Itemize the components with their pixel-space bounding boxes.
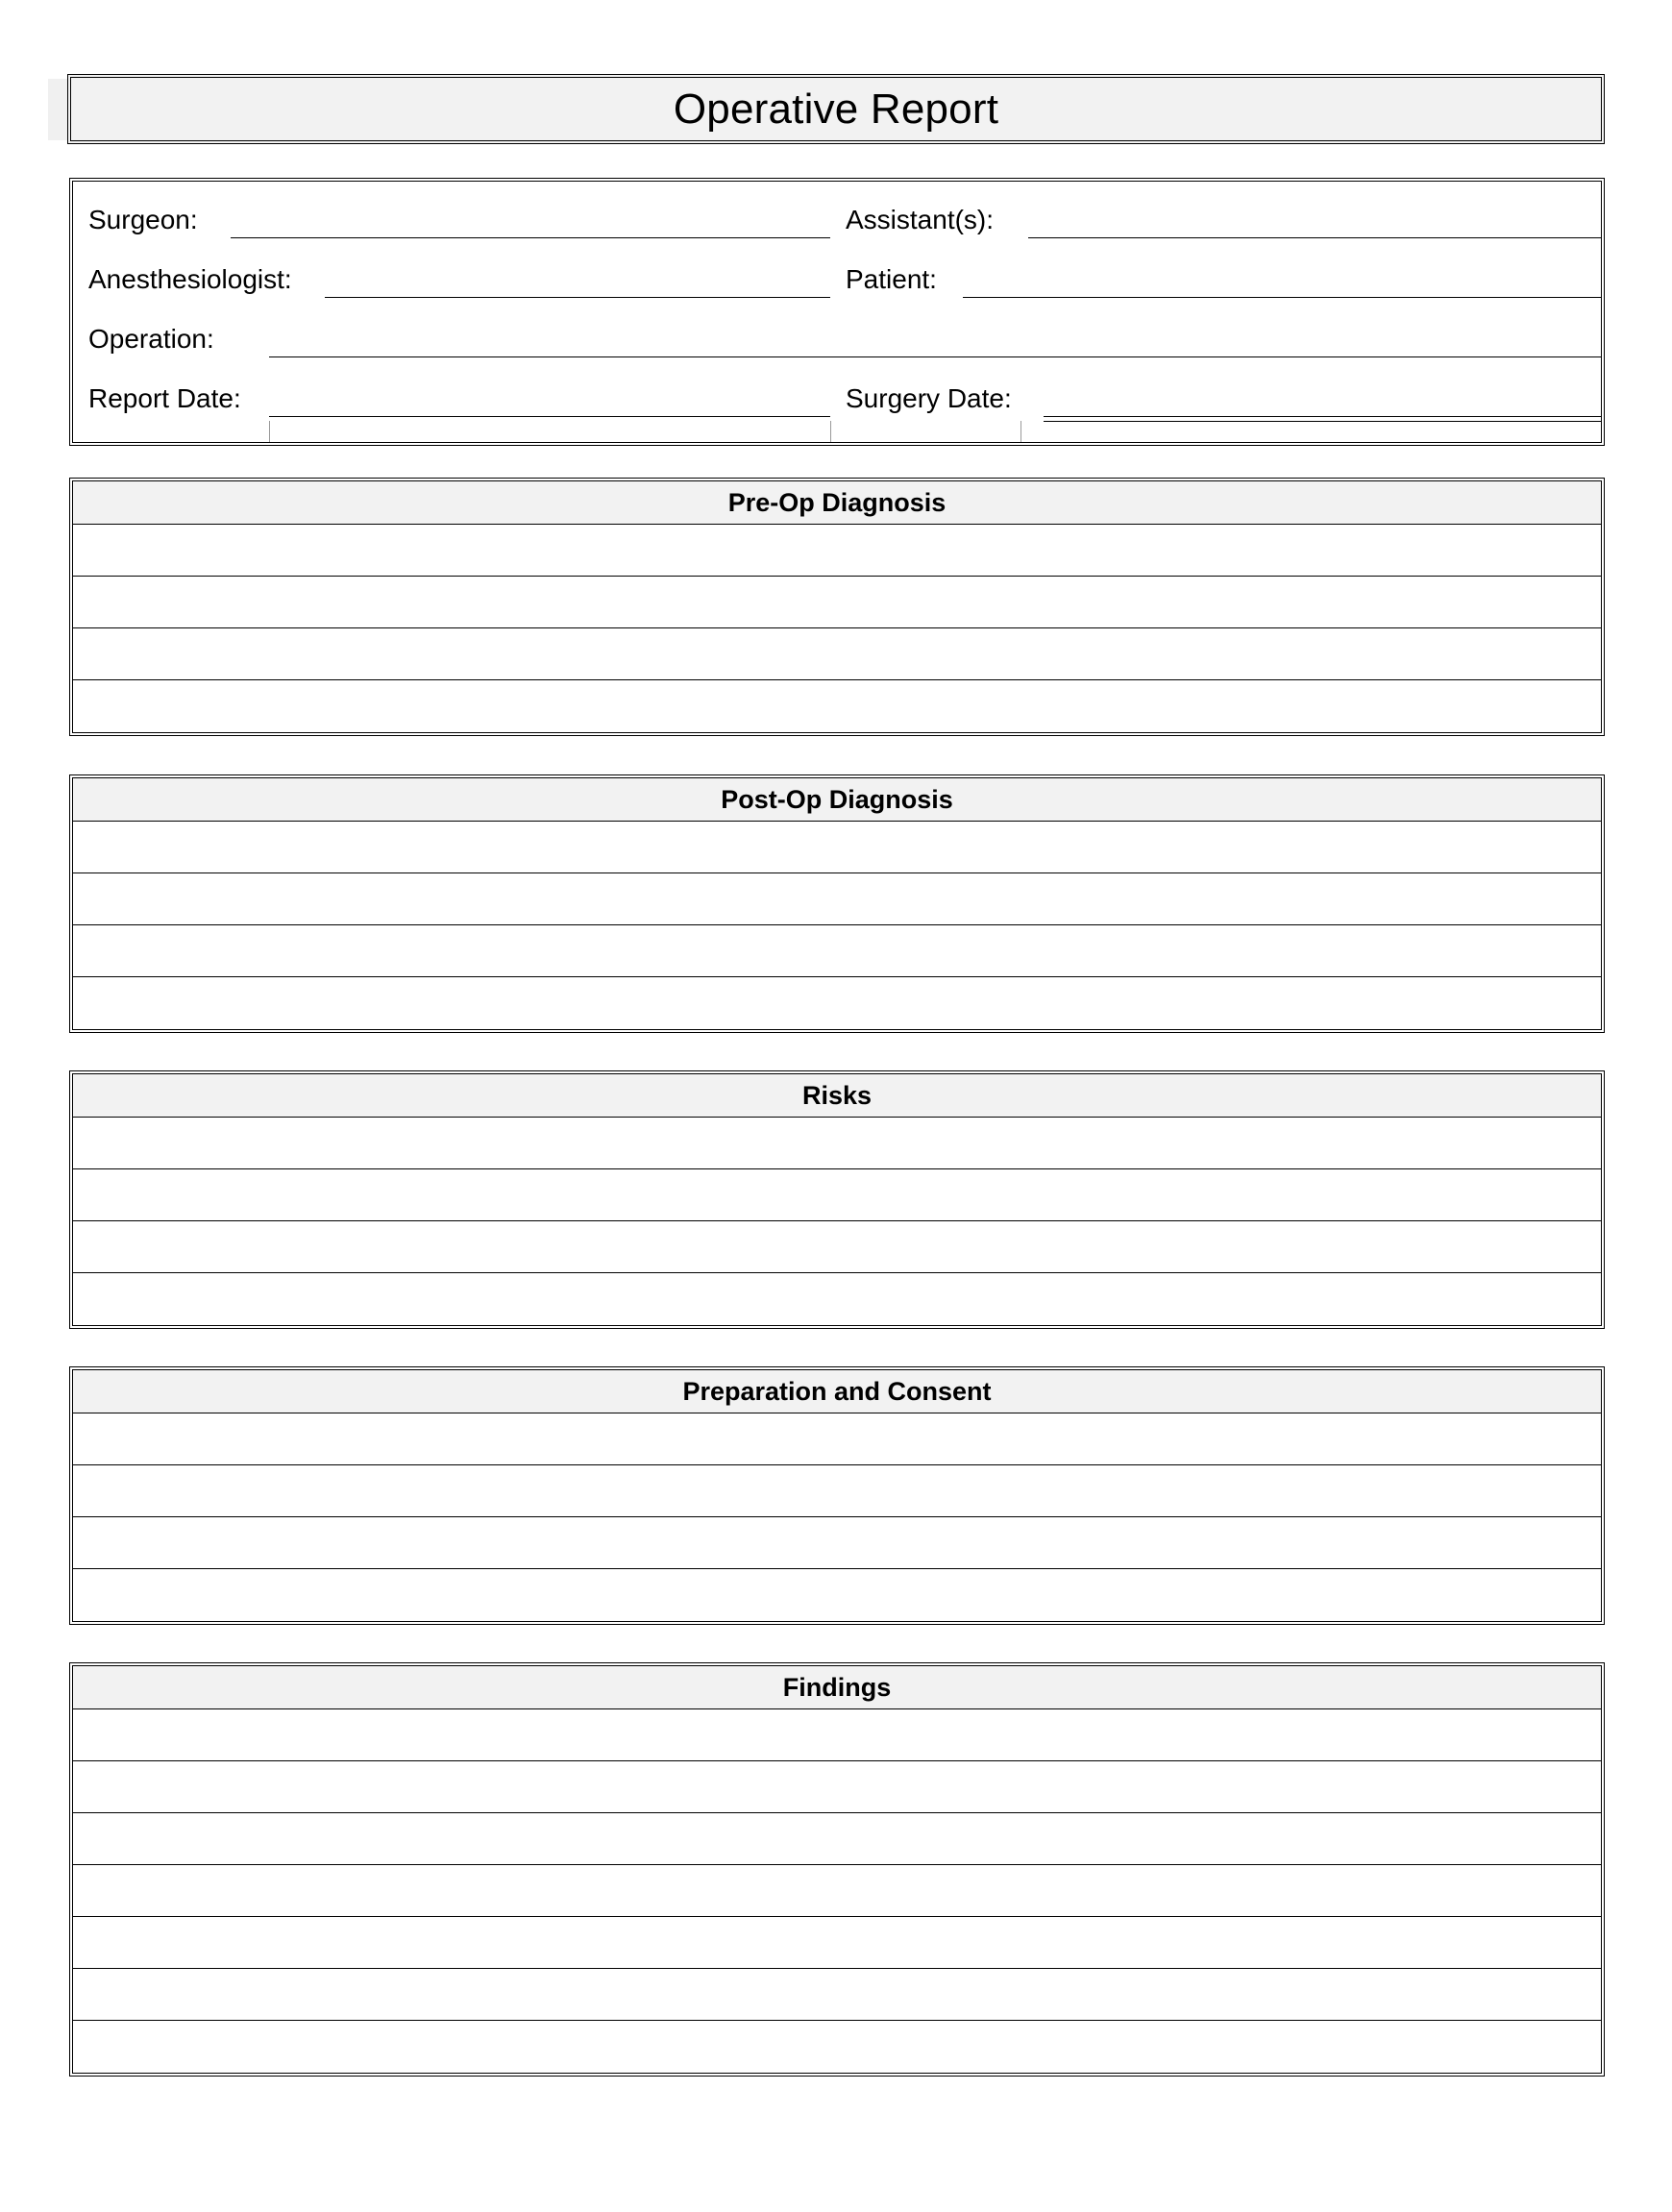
- entry-line[interactable]: [73, 822, 1601, 873]
- report-date-label: Report Date:: [88, 383, 241, 413]
- entry-line[interactable]: [73, 977, 1601, 1029]
- entry-line[interactable]: [73, 1413, 1601, 1465]
- post-op-diagnosis-section: [69, 774, 1605, 1033]
- assistants-label: Assistant(s):: [846, 205, 995, 234]
- entry-line[interactable]: [73, 680, 1601, 732]
- entry-line[interactable]: [73, 925, 1601, 977]
- preparation-consent-section: [69, 1366, 1605, 1625]
- info-row-surgeon: [73, 184, 1601, 243]
- surgeon-label: Surgeon:: [88, 205, 198, 234]
- entry-line[interactable]: [73, 1517, 1601, 1569]
- info-row-anesthesiologist: [73, 243, 1601, 303]
- anesthesiologist-field[interactable]: [325, 297, 830, 298]
- patient-label: Patient:: [846, 264, 937, 294]
- entry-line[interactable]: [73, 1273, 1601, 1325]
- entry-line[interactable]: [73, 1761, 1601, 1813]
- entry-line[interactable]: [73, 2021, 1601, 2073]
- surgery-date-label: Surgery Date:: [846, 383, 1012, 413]
- assistants-field[interactable]: [1028, 237, 1601, 238]
- header-info-box: [69, 178, 1605, 446]
- info-grid-ticks: [73, 421, 1601, 442]
- entry-line[interactable]: [73, 577, 1601, 628]
- grid-tick: [830, 421, 831, 442]
- info-row-dates: [73, 362, 1601, 422]
- info-row-operation: [73, 303, 1601, 362]
- operation-field[interactable]: [269, 356, 1601, 357]
- entry-line[interactable]: [73, 1221, 1601, 1273]
- page-edge-shade: [48, 79, 69, 140]
- operation-label: Operation:: [88, 324, 214, 354]
- patient-field[interactable]: [963, 297, 1601, 298]
- entry-line[interactable]: [73, 1969, 1601, 2021]
- surgery-date-field[interactable]: [1044, 416, 1601, 417]
- surgery-date-underline: [1044, 421, 1601, 422]
- entry-line[interactable]: [73, 525, 1601, 577]
- section-title: Findings: [73, 1666, 1601, 1709]
- entry-line[interactable]: [73, 1569, 1601, 1621]
- grid-tick: [269, 421, 270, 442]
- entry-line[interactable]: [73, 1813, 1601, 1865]
- entry-line[interactable]: [73, 628, 1601, 680]
- entry-line[interactable]: [73, 1917, 1601, 1969]
- document-title: Operative Report: [673, 85, 999, 133]
- entry-line[interactable]: [73, 1169, 1601, 1221]
- grid-tick: [1020, 421, 1021, 442]
- title-box: [67, 74, 1605, 144]
- entry-line[interactable]: [73, 1709, 1601, 1761]
- section-title: Post-Op Diagnosis: [73, 778, 1601, 822]
- pre-op-diagnosis-section: [69, 478, 1605, 736]
- entry-line[interactable]: [73, 1865, 1601, 1917]
- risks-section: [69, 1070, 1605, 1329]
- section-title: Preparation and Consent: [73, 1370, 1601, 1413]
- findings-section: [69, 1662, 1605, 2077]
- entry-line[interactable]: [73, 1465, 1601, 1517]
- entry-line[interactable]: [73, 1118, 1601, 1169]
- section-title: Pre-Op Diagnosis: [73, 481, 1601, 525]
- surgeon-field[interactable]: [231, 237, 830, 238]
- section-title: Risks: [73, 1074, 1601, 1118]
- entry-line[interactable]: [73, 873, 1601, 925]
- anesthesiologist-label: Anesthesiologist:: [88, 264, 292, 294]
- report-date-field[interactable]: [269, 416, 830, 417]
